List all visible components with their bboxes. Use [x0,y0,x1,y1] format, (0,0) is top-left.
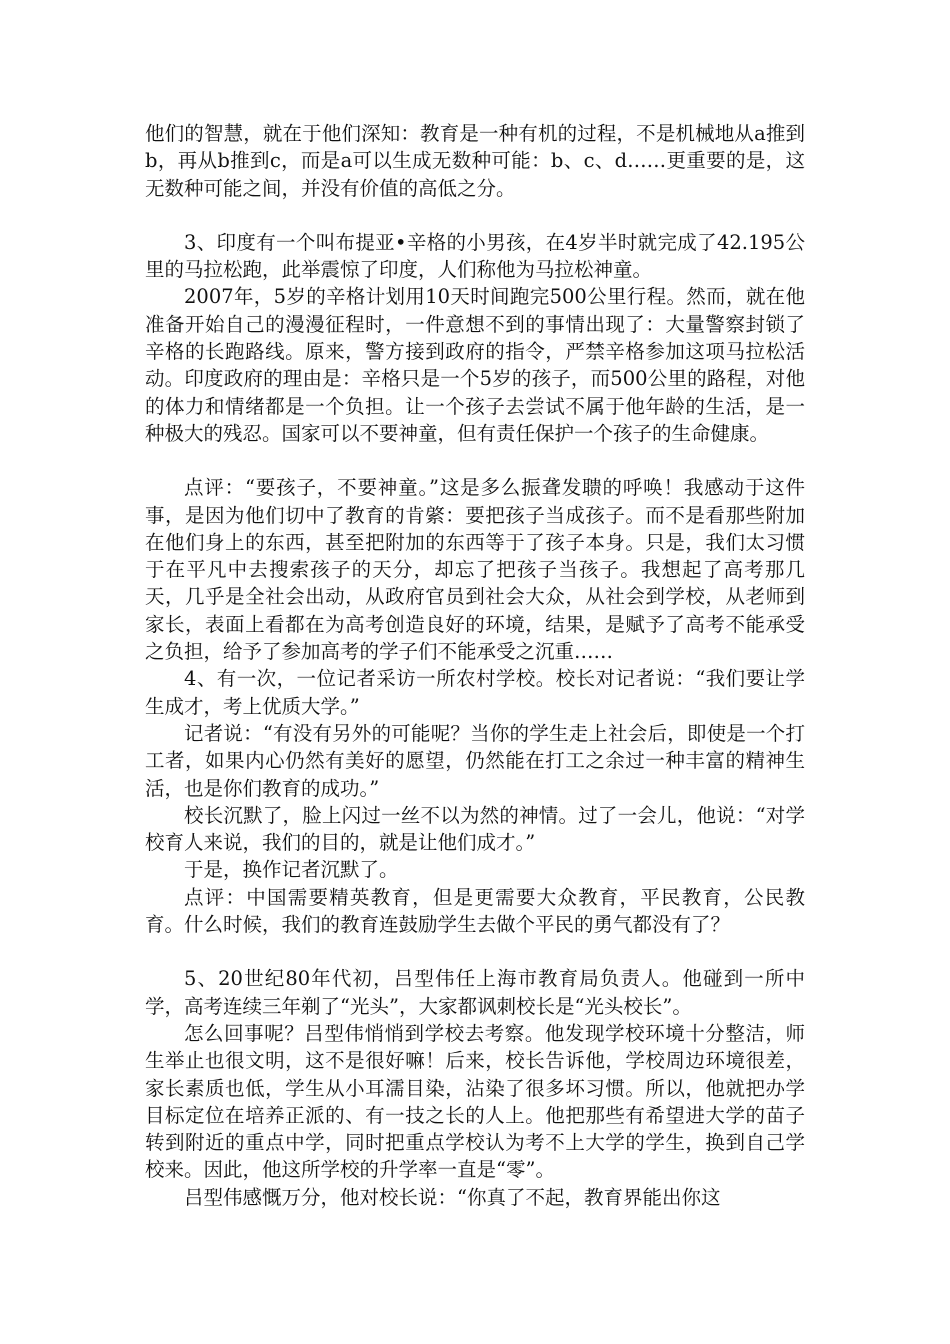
paragraph-gap [145,938,805,965]
paragraph-gap [145,447,805,474]
paragraph-12: 吕型伟感慨万分，他对校长说：“你真了不起，教育界能出你这 [184,1185,721,1209]
paragraph-9: 点评：中国需要精英教育，但是更需要大众教育，平民教育，公民教育。什么时候，我们的教育连鼓励学生去做个平民的勇气都没有了？ [145,885,805,937]
paragraph-3: 2007年，5岁的辛格计划用10天时间跑完500公里行程。然而，就在他准备开始自己的漫漫征程时，一件意想不到的事情出现了：大量警察封锁了辛格的长跑路线。原来，警方接到政府的指令，严禁辛格参加这项马拉松活动。印度政府的理由是：辛格只是一个5岁的孩子，而500公里的路程，对他的体力和情绪都是一个负担。让一个孩子去尝试不属于他年龄的生活，是一种极大的残忍。国家可以不要神童，但有责任保护一个孩子的生命健康。 [145,285,805,445]
paragraph-gap [145,202,805,229]
paragraph-11: 怎么回事呢？吕型伟悄悄到学校去考察。他发现学校环境十分整洁，师生举止也很文明，这不是很好嘛！后来，校长告诉他，学校周边环境很差，家长素质也低，学生从小耳濡目染，沾染了很多坏习惯。所以，他就把办学目标定位在培养正派的、有一技之长的人上。他把那些有希望进大学的苗子转到附近的重点中学，同时把重点学校认为考不上大学的学生，换到自己学校来。因此，他这所学校的升学率一直是“零”。 [145,1021,805,1182]
paragraph-5: 4、有一次，一位记者采访一所农村学校。校长对记者说：“我们要让学生成才，考上优质大学。” [145,667,805,718]
paragraph-10: 5、20世纪80年代初，吕型伟任上海市教育局负责人。他碰到一所中学，高考连续三年剃了“光头”，大家都讽刺校长是“光头校长”。 [145,967,805,1018]
paragraph-6: 记者说：“有没有另外的可能呢？当你的学生走上社会后，即使是一个打工者，如果内心仍然有美好的愿望，仍然能在打工之余过一种丰富的精神生活，也是你们教育的成功。” [145,721,805,800]
paragraph-8: 于是，换作记者沉默了。 [184,858,399,882]
paragraph-7: 校长沉默了，脸上闪过一丝不以为然的神情。过了一会儿，他说：“对学校育人来说，我们的目的，就是让他们成才。” [145,803,805,855]
paragraph-2: 3、印度有一个叫布提亚•辛格的小男孩，在4岁半时就完成了42.195公里的马拉松跑，此举震惊了印度，人们称他为马拉松神童。 [145,230,805,282]
document-body [145,120,805,1211]
paragraph-4: 点评：“要孩子，不要神童。”这是多么振聋发聩的呼唤！我感动于这件事，是因为他们切中了教育的肯綮：要把孩子当成孩子。而不是看那些附加在他们身上的东西，甚至把附加的东西等于了孩子本身。只是，我们太习惯于在平凡中去搜索孩子的天分，却忘了把孩子当孩子。我想起了高考那几天，几乎是全社会出动，从政府官员到社会大众，从社会到学校，从老师到家长，表面上看都在为高考创造良好的环境，结果，是赋予了高考不能承受之负担，给予了参加高考的学子们不能承受之沉重…… [145,476,805,664]
paragraph-1: 他们的智慧，就在于他们深知：教育是一种有机的过程，不是机械地从a推到b，再从b推到c，而是a可以生成无数种可能：b、c、d……更重要的是，这无数种可能之间，并没有价值的高低之分。 [145,122,805,200]
